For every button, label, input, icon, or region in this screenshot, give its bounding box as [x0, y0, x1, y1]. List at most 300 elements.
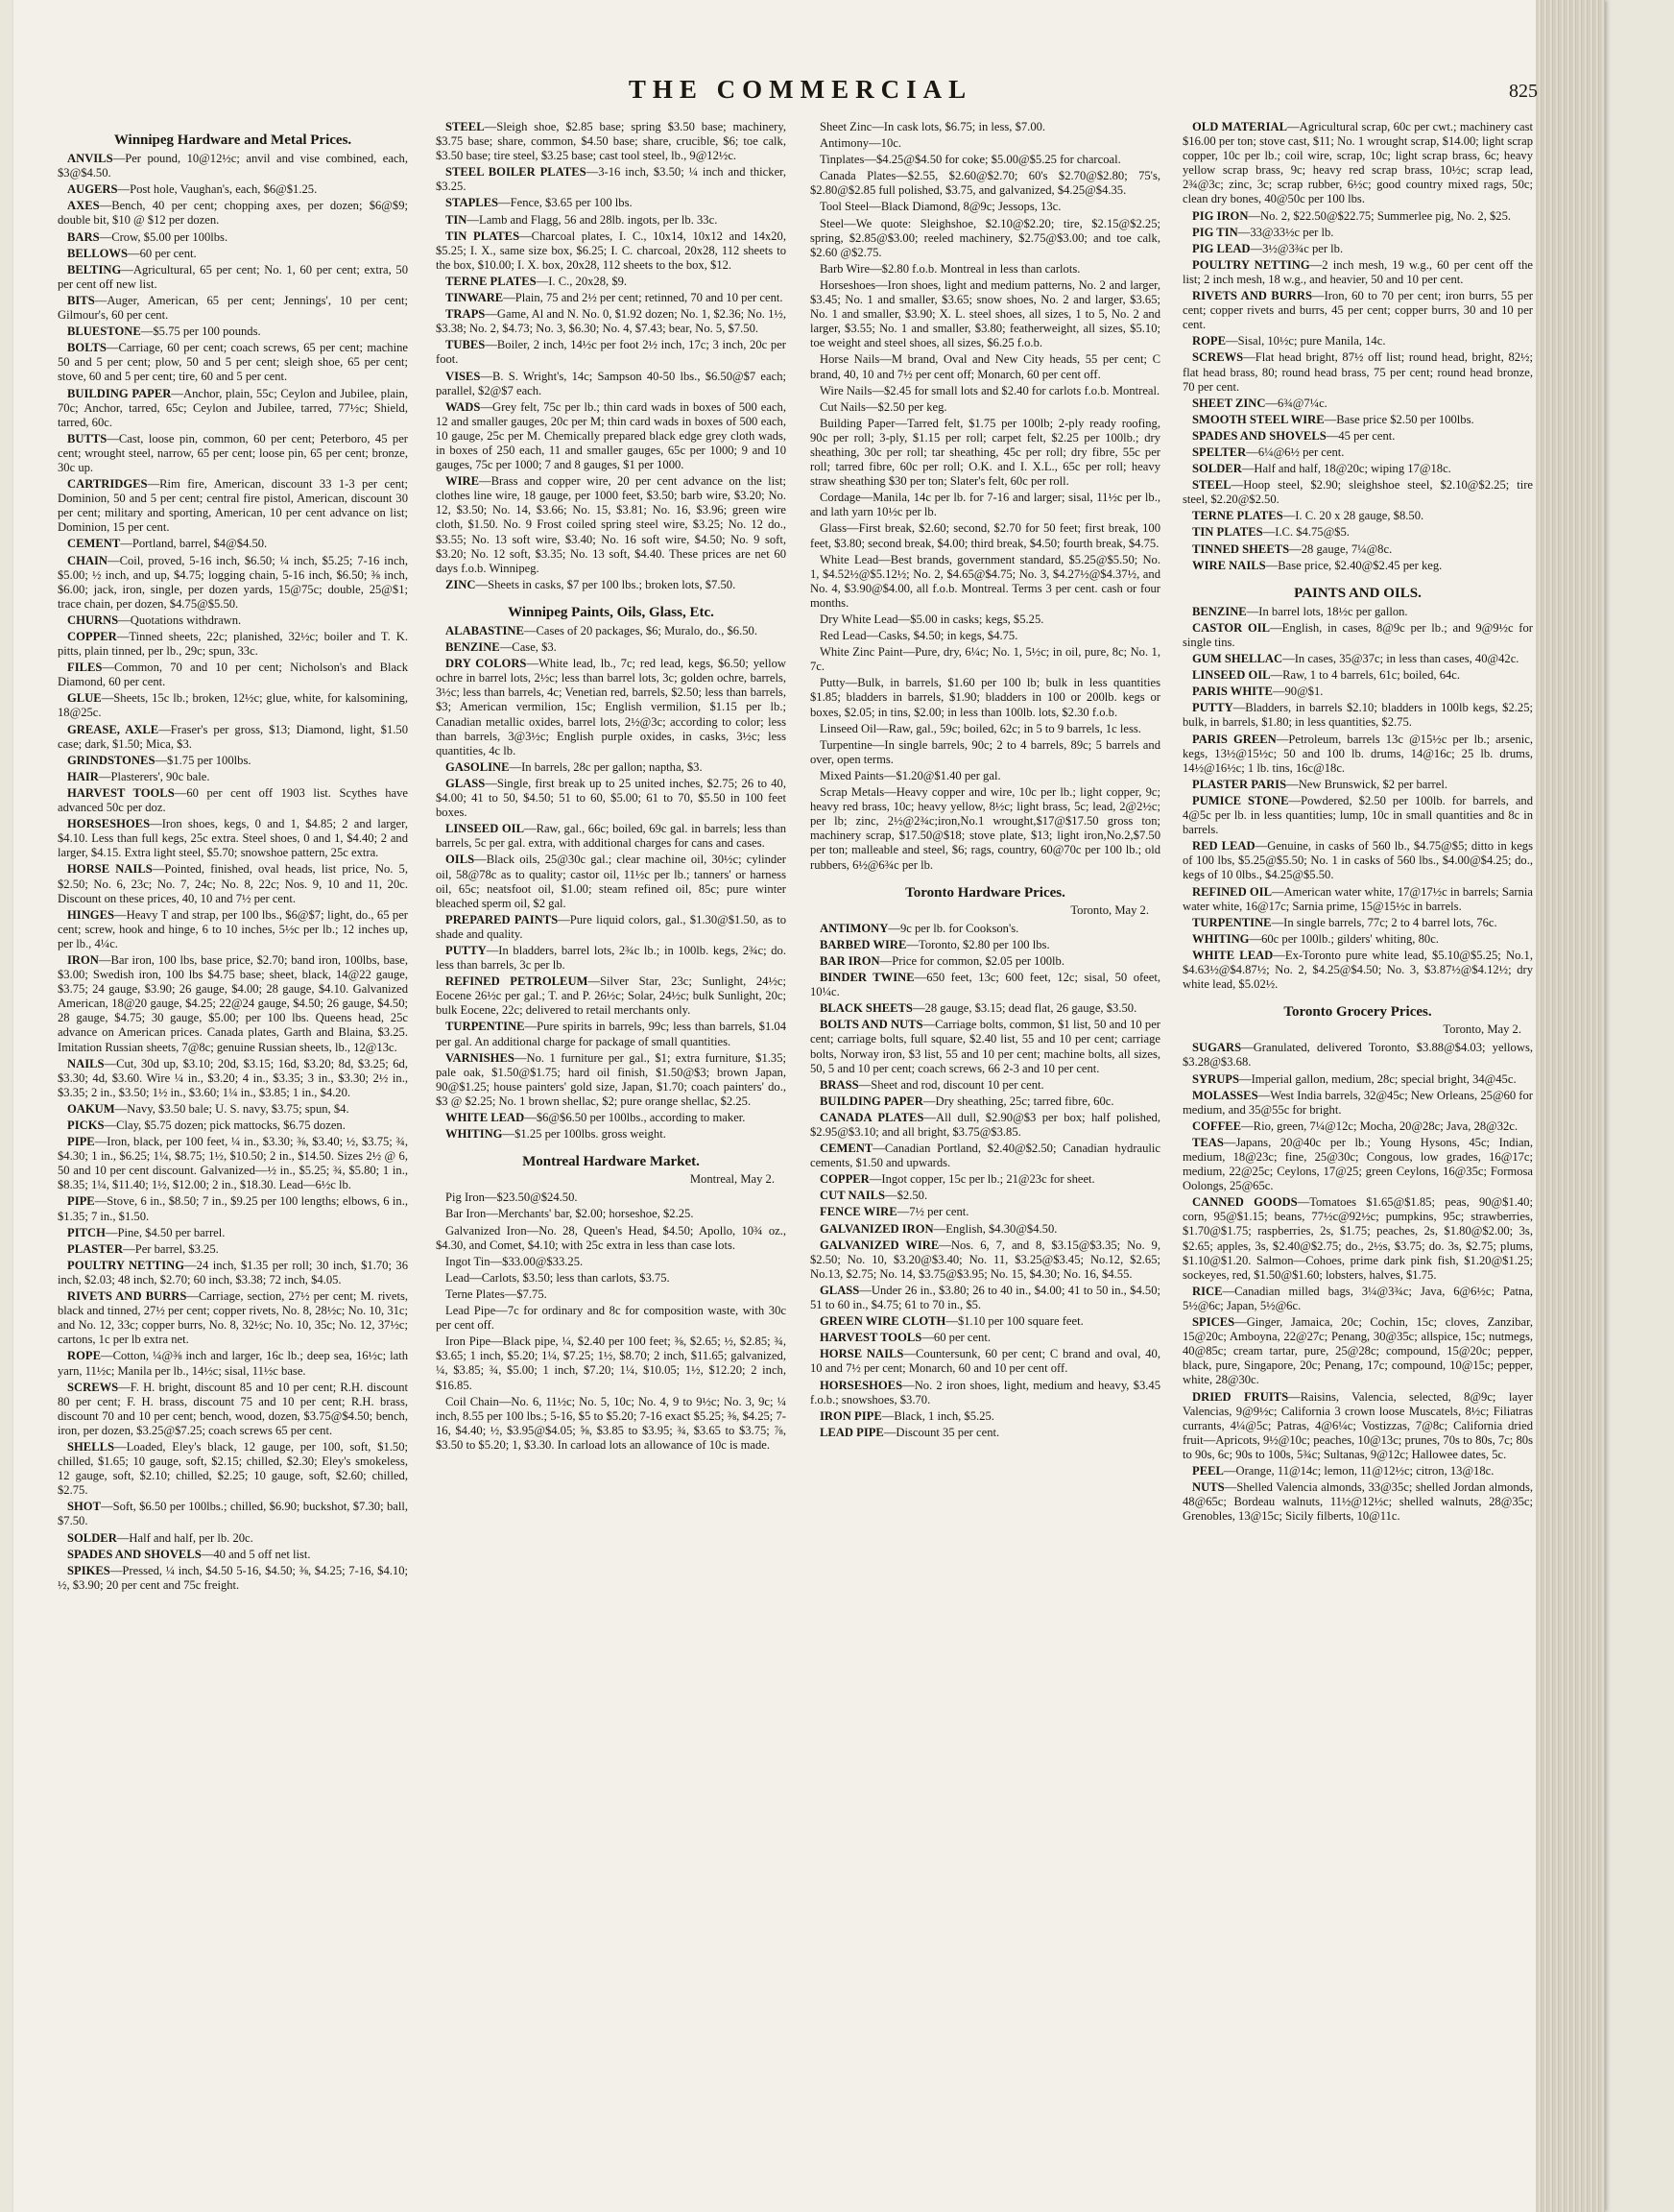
- entry-term: ANVILS: [67, 152, 113, 166]
- section-heading: Winnipeg Paints, Oils, Glass, Etc.: [508, 604, 714, 620]
- entry-description: —Genuine, in casks of 560 lb., $4.75@$5; ditto in kegs of 100 lbs, $5.25@$5.50; No. 1 in casks of 560 lbs., $4.00@$4.25; do., kegs of 10 0lbs., $4.25@$5.50.: [1183, 839, 1533, 882]
- price-entry: [1183, 652, 1533, 666]
- entry-description: —No. 2 iron shoes, light, medium and heavy, $3.45 f.o.b.; snowshoes, $3.70.: [810, 1378, 1160, 1407]
- entry-description: —I. C. 20 x 28 gauge, $8.50.: [1282, 509, 1424, 523]
- entry-term: PIG TIN: [1192, 225, 1238, 239]
- entry-description: —Sisal, 10½c; pure Manila, 14c.: [1225, 334, 1386, 349]
- entry-description: —English, $4.30@$4.50.: [933, 1221, 1058, 1236]
- entry-description: —I.C. $4.75@$5.: [1262, 525, 1350, 540]
- price-entry: Terne Plates—$7.75.: [445, 1286, 547, 1301]
- price-entry: [58, 661, 408, 689]
- entry-term: SOLDER: [67, 1530, 117, 1545]
- entry-term: CANADA PLATES: [820, 1110, 924, 1124]
- entry-description: —Raw, 1 to 4 barrels, 61c; boiled, 64c.: [1270, 668, 1461, 683]
- section-heading-block: [436, 606, 786, 620]
- price-entry: [1183, 794, 1533, 837]
- entry-term: GRINDSTONES: [67, 753, 155, 767]
- price-entry: [436, 275, 786, 289]
- price-entry: [58, 817, 408, 860]
- entry-term: GREASE, AXLE: [67, 722, 159, 736]
- entry-description: —Pressed, ¼ inch, $4.50 5-16, $4.50; ⅜, $4.25; 7-16, $4.10; ½, $3.90; 20 per cent and 75c freight.: [58, 1563, 408, 1592]
- price-entry: [58, 182, 408, 197]
- price-entry: [436, 822, 786, 851]
- entry-description: —Sheets in casks, $7 per 100 lbs.; broken lots, $7.50.: [475, 577, 736, 591]
- price-entry: [58, 786, 408, 815]
- entry-term: AXES: [67, 199, 100, 213]
- price-entry: [1183, 1072, 1533, 1087]
- newspaper-page: [13, 0, 1605, 2212]
- entry-description: —60 per cent.: [921, 1331, 992, 1345]
- entry-description: —Silver Star, 23c; Sunlight, 24½c; Eocene 26½c per gal.; T. and P. 26½c; Solar, 24½c; bulk Sunlight, 20c; bulk Eocene, 22c; delivered to retail merchants only.: [436, 974, 786, 1018]
- price-entry: [810, 1094, 1160, 1109]
- entry-term: SHELLS: [67, 1439, 115, 1454]
- price-entry: [810, 1205, 1160, 1219]
- entry-term: TRAPS: [445, 307, 486, 322]
- entry-term: NUTS: [1192, 1480, 1225, 1495]
- price-entry: [1183, 413, 1533, 427]
- entry-description: —9c per lb. for Cookson's.: [888, 921, 1019, 935]
- entry-term: GLUE: [67, 691, 102, 706]
- price-entry: [1183, 1390, 1533, 1462]
- entry-description: —Stove, 6 in., $8.50; 7 in., $9.25 per 100 lengths; elbows, 6 in., $1.35; 7 in., $1.50.: [58, 1194, 408, 1223]
- price-entry: Turpentine—In single barrels, 90c; 2 to 4 barrels, 89c; 5 barrels and over, open terms.: [810, 737, 1160, 766]
- entry-term: WHITE LEAD: [1192, 948, 1274, 962]
- entry-term: HARVEST TOOLS: [820, 1331, 922, 1345]
- price-entry: [810, 1238, 1160, 1282]
- entry-term: STEEL: [445, 120, 485, 133]
- price-entry: Putty—Bulk, in barrels, $1.60 per 100 lb; bulk in less quantities $1.85; bladders in barrels, $1.90; bladders in 100 or 200lb. kegs or boxes, $2.05; in tins, $2.00; in less than 100lb. lots, $2.30 f.o.b.: [810, 676, 1160, 719]
- price-entry: [58, 770, 408, 784]
- entry-term: GREEN WIRE CLOTH: [820, 1314, 946, 1329]
- entry-term: CASTOR OIL: [1192, 620, 1271, 635]
- entry-term: SOLDER: [1192, 462, 1242, 476]
- price-entry: Red Lead—Casks, $4.50; in kegs, $4.75.: [820, 629, 1018, 643]
- price-entry: [58, 723, 408, 752]
- entry-term: CHAIN: [67, 553, 108, 567]
- entry-term: SUGARS: [1192, 1041, 1242, 1055]
- entry-term: PIPE: [67, 1135, 95, 1149]
- entry-description: —Tinned sheets, 22c; planished, 32½c; boiler and T. K. pitts, plain tinned, per lb., 29c; spun, 33c.: [58, 630, 408, 659]
- price-entry: Building Paper—Tarred felt, $1.75 per 100lb; 2-ply ready roofing, 90c per roll; 3-ply, $1.15 per roll; carpet felt, $2.25 per 100lb.; dry sheathing, 30c per roll; tar sheathing, 45c per roll; dry fibre, 55c per roll; tarred fibre, 60c per roll; O.K. and I. X.L., 65c per roll; heavy straw sheathing $30 per ton; Slater's felt, 60c per roll.: [810, 416, 1160, 489]
- entry-description: —American water white, 17@17½c in barrels; Sarnia water white, 16@17c; Sarnia prime, 15@15½c in barrels.: [1183, 884, 1533, 913]
- entry-term: BAR IRON: [820, 953, 880, 968]
- price-entry: Lead—Carlots, $3.50; less than carlots, $3.75.: [445, 1270, 670, 1285]
- price-entry: Dry White Lead—$5.00 in casks; kegs, $5.25.: [820, 613, 1044, 626]
- entry-term: SPELTER: [1192, 445, 1247, 459]
- price-entry: Pig Iron—$23.50@$24.50.: [445, 1190, 578, 1205]
- price-entry: Ingot Tin—$33.00@$33.25.: [445, 1254, 584, 1268]
- entry-description: —New Brunswick, $2 per barrel.: [1286, 777, 1447, 791]
- entry-description: —West India barrels, 32@45c; New Orleans, 25@60 for medium, and 35@55c for bright.: [1183, 1088, 1533, 1117]
- price-entry: [1183, 733, 1533, 776]
- entry-description: —Grey felt, 75c per lb.; thin card wads in boxes of 500 each, 12 and smaller gauges, 20c per M; thin card wads in boxes of 500 each, 10 gauge, 25c per M. Chemically prepared black edge grey cloth wads, in boxes of 250 each, 11 and smaller gauges, 65c per 1000; 9 and 10 gauges, 75c per 1000; 7 and 8 gauges, $1 per 1000.: [436, 399, 786, 472]
- entry-description: —Black oils, 25@30c gal.; clear machine oil, 30½c; cylinder oil, 58@78c as to quality; castor oil, 11½c per lb.; tanners' or harness oil, 65c; neatsfoot oil, $1.00; steam refined oil, 85c; pure winter bleached sperm oil, $2 gal.: [436, 853, 786, 910]
- entry-term: AUGERS: [67, 182, 118, 197]
- entry-term: LINSEED OIL: [1192, 668, 1271, 683]
- entry-term: PARIS WHITE: [1192, 685, 1273, 699]
- entry-description: —Per barrel, $3.25.: [123, 1241, 219, 1256]
- price-entry: [1183, 621, 1533, 650]
- entry-description: —Common, 70 and 10 per cent; Nicholson's and Black Diamond, 60 per cent.: [58, 661, 408, 689]
- entry-description: —Cut, 30d up, $3.10; 20d, $3.15; 16d, $3.20; 8d, $3.25; 6d, $3.30; 4d, $3.60. Wire ¼ in., $3.20; 4 in., $3.35; 3 in., $3.30; 2½ in., $3.35; 2 in., $3.50; 1½ in., $3.60; 1¼ in., $3.85; 1 in., $4.20.: [58, 1056, 408, 1099]
- price-entry: [436, 291, 786, 305]
- price-entry: [1183, 462, 1533, 476]
- entry-term: BELLOWS: [67, 246, 128, 260]
- price-entry: [1183, 542, 1533, 557]
- entry-term: SHOT: [67, 1500, 101, 1514]
- entry-description: —2 inch mesh, 19 w.g., 60 per cent off the list; 2 inch mesh, 18 w.g., and heavier, 50 and 10 per cent.: [1183, 257, 1533, 286]
- price-entry: [1183, 949, 1533, 992]
- entry-description: —24 inch, $1.35 per roll; 30 inch, $1.70; 36 inch, $2.03; 48 inch, $2.70; 60 inch, $3.38; 72 inch, $4.05.: [58, 1258, 408, 1286]
- price-entry: [1183, 1119, 1533, 1134]
- price-entry: Linseed Oil—Raw, gal., 59c; boiled, 62c; in 5 to 9 barrels, 1c less.: [820, 721, 1141, 735]
- price-entry: Tool Steel—Black Diamond, 8@9c; Jessops, 13c.: [820, 200, 1062, 214]
- entry-term: TIN: [445, 212, 467, 227]
- price-entry: [1183, 885, 1533, 914]
- entry-term: COFFEE: [1192, 1118, 1242, 1133]
- entry-description: —Granulated, delivered Toronto, $3.88@$4.03; yellows, $3.28@$3.68.: [1183, 1041, 1533, 1070]
- price-entry: [810, 1142, 1160, 1170]
- entry-description: —In single barrels, 77c; 2 to 4 barrel lots, 76c.: [1271, 915, 1497, 929]
- price-entry: [1183, 1041, 1533, 1070]
- entry-description: —Ex-Toronto pure white lead, $5.10@$5.25; No.1, $4.63½@$4.87½; No. 2, $4.25@$4.50; No. 3, $3.87½@$4.12½; dry white lead, $5.02½.: [1183, 948, 1533, 992]
- price-entry: [436, 474, 786, 576]
- entry-term: CEMENT: [67, 537, 121, 551]
- entry-description: —60c per 100lb.; gilders' whiting, 80c.: [1249, 931, 1439, 946]
- entry-term: BINDER TWINE: [820, 971, 915, 985]
- price-entry: Cut Nails—$2.50 per keg.: [820, 399, 947, 414]
- price-entry: [1183, 1480, 1533, 1524]
- price-entry: [1183, 1089, 1533, 1118]
- entry-description: —45 per cent.: [1326, 428, 1396, 443]
- entry-term: SCREWS: [67, 1380, 119, 1394]
- entry-description: —Pine, $4.50 per barrel.: [105, 1225, 226, 1239]
- price-entry: [58, 199, 408, 228]
- entry-description: —Raw, gal., 66c; boiled, 69c gal. in barrels; less than barrels, 5c per gal. extra, with additional charges for cans and cases.: [436, 822, 786, 851]
- entry-description: —Coil, proved, 5-16 inch, $6.50; ¼ inch, $5.25; 7-16 inch, $5.00; ½ inch, and up, $4.75; logging chain, 5-16 inch, $6.50; ⅜ inch, $6.00; jack, iron, single, per dozen yards, 15@75c; double, 25@$1; trace chain, per dozen, $4.75@$5.50.: [58, 553, 408, 611]
- section-heading: Montreal Hardware Market.: [522, 1154, 700, 1170]
- price-entry: Galvanized Iron—No. 28, Queen's Head, $4.50; Apollo, 10¾ oz., $4.30, and Comet, $4.10; with 25c extra in less than case lots.: [436, 1223, 786, 1252]
- price-entry: [1183, 120, 1533, 207]
- entry-description: —$1.75 per 100lbs.: [155, 753, 251, 767]
- price-entry: Sheet Zinc—In cask lots, $6.75; in less, $7.00.: [820, 120, 1046, 133]
- entry-term: WHITING: [445, 1127, 503, 1142]
- entry-description: —Quotations withdrawn.: [118, 613, 242, 627]
- entry-term: STEEL BOILER PLATES: [445, 165, 586, 180]
- entry-description: —Boiler, 2 inch, 14½c per foot 2½ inch, 17c; 3 inch, 20c per foot.: [436, 338, 786, 367]
- price-entry: [436, 1127, 786, 1142]
- price-entry: [436, 640, 786, 655]
- entry-term: CANNED GOODS: [1192, 1195, 1298, 1210]
- entry-description: —$2.50.: [885, 1189, 928, 1203]
- entry-description: —Flat head bright, 87½ off list; round head, bright, 82½; flat head brass, 80; round head brass, 75 per cent; round head bronze, 70 per cent.: [1183, 350, 1533, 394]
- price-entry: [1183, 209, 1533, 224]
- price-entry: [58, 1500, 408, 1528]
- price-entry: [436, 338, 786, 367]
- price-entry: Lead Pipe—7c for ordinary and 8c for composition waste, with 30c per cent off.: [436, 1304, 786, 1333]
- entry-description: —28 gauge, $3.15; dead flat, 26 gauge, $3.50.: [912, 1001, 1137, 1016]
- entry-term: SHEET ZINC: [1192, 396, 1266, 410]
- entry-term: OAKUM: [67, 1101, 115, 1116]
- price-entry: [1183, 1315, 1533, 1387]
- entry-term: PEEL: [1192, 1463, 1224, 1478]
- entry-description: —Tomatoes $1.65@$1.85; peas, 90@$1.40; corn, 95@$1.15; beans, 77½c@92½c; pumpkins, 95c; strawberries, $1.70@$1.75; raspberries, 2s, $1.75; peaches, 2s, $1.80@$2.00; 3s, $2.65; apples, 3s, $2.40@$2.75; do., 2½s, $3.75; do. 3s, $2.75; plums, $1.10@$1.20. Salmon—Cohoes, prime dark pink fish, $1.20@$1.25; sockeyes, red, $1.50@$1.60; lobsters, halves, $1.75.: [1183, 1195, 1533, 1282]
- entry-description: —Rim fire, American, discount 33 1-3 per cent; Dominion, 50 and 5 per cent; central fire pistol, American, discount 30 per cent; military and sporting, American, 10 per cent advance on list; Dominion, 15 per cent.: [58, 477, 408, 535]
- entry-description: —In barrel lots, 18½c per gallon.: [1246, 604, 1408, 618]
- dateline: Montreal, May 2.: [689, 1172, 775, 1187]
- price-entry: [58, 387, 408, 430]
- price-entry: [436, 165, 786, 194]
- entry-description: —Under 26 in., $3.80; 26 to 40 in., $4.00; 41 to 50 in., $4.50; 51 to 60 in., $4.75; 61 to 70 in., $5.: [810, 1283, 1160, 1312]
- entry-term: ROPE: [1192, 334, 1226, 349]
- price-entry: [1183, 350, 1533, 394]
- entry-description: —Post hole, Vaughan's, each, $6@$1.25.: [117, 182, 318, 197]
- entry-term: IRON: [67, 952, 99, 967]
- price-entry: [58, 1440, 408, 1498]
- entry-description: —Half and half, 18@20c; wiping 17@18c.: [1241, 462, 1451, 476]
- entry-description: —Nos. 6, 7, and 8, $3.15@$3.35; No. 9, $2.50; No. 10, $3.20@$3.40; No. 11, $3.25@$3.45; No.12, $2.65; No.13, $2.75; No. 14, $3.75@$3.95; No. 15, $4.30; No. 16, $4.55.: [810, 1238, 1160, 1281]
- entry-description: —In barrels, 28c per gallon; naptha, $3.: [509, 759, 703, 774]
- entry-term: RIVETS AND BURRS: [67, 1289, 187, 1304]
- price-entry: White Zinc Paint—Pure, dry, 6¼c; No. 1, 5½c; in oil, pure, 8c; No. 1, 7c.: [810, 645, 1160, 674]
- entry-description: —Toronto, $2.80 per 100 lbs.: [906, 937, 1050, 951]
- entry-description: —In bladders, barrel lots, 2¾c lb.; in 100lb. kegs, 2¾c; do. less than barrels, 3c per lb.: [436, 943, 786, 973]
- entry-term: PICKS: [67, 1118, 105, 1132]
- entry-description: —Iron shoes, kegs, 0 and 1, $4.85; 2 and larger, $4.10. Less than full kegs, 25c extra. Steel shoes, 0 and 1, $4.40; 2 and larger, $4.15. Extra light steel, $5.70; snowshoe pattern, 25c extra.: [58, 817, 408, 860]
- price-entry: [1183, 839, 1533, 882]
- price-entry: [58, 294, 408, 323]
- entry-term: SPADES AND SHOVELS: [1192, 428, 1327, 443]
- entry-term: GALVANIZED IRON: [820, 1221, 934, 1236]
- entry-term: TIN PLATES: [1192, 525, 1263, 540]
- entry-term: GLASS: [445, 776, 486, 790]
- entry-description: —Clay, $5.75 dozen; pick mattocks, $6.75 dozen.: [104, 1118, 346, 1132]
- entry-term: POULTRY NETTING: [1192, 257, 1310, 272]
- price-entry: [1183, 605, 1533, 619]
- price-entry: [1183, 1464, 1533, 1479]
- entry-term: ROPE: [67, 1349, 101, 1363]
- price-entry: [810, 1347, 1160, 1376]
- entry-description: —Base price $2.50 per 100lbs.: [1324, 412, 1474, 426]
- entry-term: ANTIMONY: [820, 921, 889, 935]
- entry-description: —33@33½c per lb.: [1237, 225, 1334, 239]
- entry-description: —$6@$6.50 per 100lbs., according to maker.: [524, 1111, 746, 1124]
- entry-term: DRY COLORS: [445, 657, 527, 671]
- entry-term: FENCE WIRE: [820, 1205, 897, 1219]
- entry-description: —6¾@7¼c.: [1265, 396, 1327, 410]
- price-entry: [1183, 334, 1533, 349]
- entry-term: VARNISHES: [445, 1050, 514, 1065]
- entry-term: DRIED FRUITS: [1192, 1389, 1289, 1404]
- entry-term: GLASS: [820, 1283, 860, 1297]
- entry-description: —Canadian milled bags, 3¼@3¾c; Java, 6@6½c; Patna, 5½@6c; Japan, 5½@6c.: [1183, 1284, 1533, 1312]
- price-entry: [1183, 226, 1533, 240]
- price-entry: [1183, 778, 1533, 792]
- entry-description: —No. 2, $22.50@$22.75; Summerlee pig, No. 2, $25.: [1248, 208, 1512, 223]
- price-entry: [436, 370, 786, 398]
- price-entry: [1183, 445, 1533, 460]
- entry-term: RED LEAD: [1192, 839, 1256, 854]
- entry-description: —Japans, 20@40c per lb.; Young Hysons, 45c; Indian, medium, 18@23c; fine, 25@30c; Congous, low grades, 16@17c; medium, 22@25c; Ceylons, 17@25; green Ceylons, 16@35c; Formosa Oolongs, 25@65c.: [1183, 1135, 1533, 1193]
- entry-description: —Carriage bolts, common, $1 list, 50 and 10 per cent; carriage bolts, full square, $2.40 list, 55 and 10 per cent; carriage bolts, Norway iron, $3 list, 55 and 10 per cent; machine bolts, all sizes, 50, 5 and 10 per cent; coach screws, 66 2-3 and 10 per cent.: [810, 1018, 1160, 1075]
- entry-description: —Fraser's per gross, $13; Diamond, light, $1.50 case; dark, $1.50; Mica, $3.: [58, 722, 408, 751]
- price-entry: Tinplates—$4.25@$4.50 for coke; $5.00@$5.25 for charcoal.: [820, 153, 1121, 167]
- entry-description: —3½@3¾c per lb.: [1250, 241, 1344, 255]
- price-entry: [436, 760, 786, 775]
- entry-description: —Ingot copper, 15c per lb.; 21@23c for sheet.: [869, 1172, 1095, 1187]
- price-entry: [58, 1118, 408, 1133]
- entry-term: BARBED WIRE: [820, 937, 907, 951]
- entry-description: —$1.10 per 100 square feet.: [945, 1314, 1084, 1329]
- price-entry: Canada Plates—$2.55, $2.60@$2.70; 60's $2.70@$2.80; 75's, $2.80@$2.85 full polished, $3.75, and galvanized, $4.25@$4.35.: [810, 169, 1160, 198]
- entry-term: WIRE: [445, 474, 479, 489]
- price-entry: [436, 400, 786, 472]
- entry-description: —Canadian Portland, $2.40@$2.50; Canadian hydraulic cements, $1.50 and upwards.: [810, 1142, 1160, 1170]
- entry-description: —Agricultural scrap, 60c per cwt.; machinery cast $16.00 per ton; stove cast, $11; No. 1 wrought scrap, $14.00; light scrap copper, 10c per lb.; coil wire, scrap, 10c; light scrap brass, 6c; heavy yellow scrap brass, 9c; heavy red scrap brass, 10½c; scrap lead, 2¾@3c; zinc, 3c; scrap rubber, 6½c; good country mixed rags, 50c; clean dry bones, 40@50c per 100 lbs.: [1183, 120, 1533, 206]
- price-entry: Steel—We quote: Sleighshoe, $2.10@$2.20; tire, $2.15@$2.25; spring, $2.85@$3.00; reeled machinery, $2.75@$3.00; and toe calk, $2.60 @$2.75.: [810, 216, 1160, 259]
- price-entry: [1183, 1136, 1533, 1193]
- price-entry: [58, 1057, 408, 1100]
- entry-description: —F. H. bright, discount 85 and 10 per cent; R.H. discount 80 per cent; F. H. brass, discount 75 and 10 per cent; R.H. brass, discount 70 and 10 per cent; bench, wood, dozen, $3.75@$4.50; bench, iron, per dozen, $3.25@$7.25; coach screws 65 per cent.: [58, 1380, 408, 1437]
- entry-description: —Countersunk, 60 per cent; C brand and oval, 40, 10 and 7½ per cent; Monarch, 60 and 10 per cent off.: [810, 1347, 1160, 1376]
- price-entry: [436, 120, 786, 163]
- price-entry: [58, 1102, 408, 1117]
- entry-description: —Ginger, Jamaica, 20c; Cochin, 15c; cloves, Zanzibar, 15@20c; Amboyna, 22@27c; Penang, 30@35c; allspice, 15c; nutmegs, 40@85c; cream tartar, pure, 25@28c; compound, 15@20c; pepper, black, pure, Singapore, 20c; Penang, 17c; compound, 10@15c; pepper, white, 28@30c.: [1183, 1315, 1533, 1387]
- dateline: Toronto, May 2.: [1443, 1022, 1521, 1037]
- price-entry: [810, 1018, 1160, 1075]
- price-entry: [810, 1379, 1160, 1407]
- price-entry: Cordage—Manila, 14c per lb. for 7-16 and larger; sisal, 11½c per lb., and lath yarn 10½c per lb.: [810, 491, 1160, 519]
- price-entry: [58, 325, 408, 339]
- entry-term: STAPLES: [445, 196, 499, 210]
- entry-description: —B. S. Wright's, 14c; Sampson 40-50 lbs., $6.50@$7 each; parallel, $2@$7 each.: [436, 369, 786, 397]
- entry-description: —Carriage, 60 per cent; coach screws, 65 per cent; machine 50 and 5 per cent; plow, 50 and 5 per cent; sleigh shoe, 65 per cent; stove, 60 and 5 per cent; tire, 60 and 5 per cent.: [58, 341, 408, 384]
- entry-term: TURPENTINE: [1192, 915, 1272, 929]
- price-entry: Bar Iron—Merchants' bar, $2.00; horseshoe, $2.25.: [445, 1207, 694, 1221]
- price-entry: [810, 922, 1160, 936]
- entry-description: —Cast, loose pin, common, 60 per cent; Peterboro, 45 per cent; wrought steel, narrow, 65 per cent; loose pin, 65 per cent; bronze, 30c up.: [58, 431, 408, 474]
- entry-description: —Cases of 20 packages, $6; Muralo, do., $6.50.: [523, 624, 757, 637]
- price-entry: Wire Nails—$2.45 for small lots and $2.40 for carlots f.o.b. Montreal.: [820, 383, 1160, 397]
- entry-term: SPADES AND SHOVELS: [67, 1547, 202, 1561]
- entry-description: —Raisins, Valencia, selected, 8@9c; layer Valencias, 9@9½c; California 3 crown loose Muscatels, 8½c; Filiatras currants, 4¼@5c; Patras, 4@6¼c; Vostizzas, 7@8c; California dried fruit—Apricots, 9½@10c; peaches, 10@13c; prunes, 70s to 80s, 7c; 80s to 90s, 6c; 90s to 100s, 5¾c; Sultanas, 9@12c; Hallowee dates, 5c.: [1183, 1389, 1533, 1461]
- entry-term: BLUESTONE: [67, 325, 141, 339]
- price-entry: Scrap Metals—Heavy copper and wire, 10c per lb.; light copper, 9c; heavy red brass, 10c; heavy yellow, 8½c; light brass, 5c; lead, 2@2½c; per lb; zinc, 2½@2¾c;iron,No.1 wrought,$17@$17.50 gross ton; machinery scrap, $17.50@$18; stove plate, $13; light iron,No.2,$7.50 per ton; malleable and steel, $6; rags, country, 60@70c per 100 lb.; old rubbers, 6½@6¾c per lb.: [810, 785, 1160, 872]
- price-entry: [810, 1409, 1160, 1424]
- entry-description: —Cotton, ¼@⅜ inch and larger, 16c lb.; deep sea, 16½c; lath yarn, 11½c; Manila per lb., 14½c; sisal, 11½c base.: [58, 1349, 408, 1378]
- price-entry: [810, 1001, 1160, 1016]
- entry-term: TERNE PLATES: [445, 274, 537, 288]
- page-number: 825: [1509, 81, 1538, 102]
- entry-term: BARS: [67, 229, 100, 244]
- entry-description: —Plain, 75 and 2½ per cent; retinned, 70 and 10 per cent.: [503, 291, 783, 305]
- price-entry: Coil Chain—No. 6, 11½c; No. 5, 10c; No. 4, 9 to 9½c; No. 3, 9c; ¼ inch, 8.55 per 100 lbs.; 5-16, $5 to $5.20; 7-16 exact $5.25; ⅜, $4.25; 7-16, $4.40; ½, $3.95@$4.05; ⅝, $3.85 to $3.95; ¾, $3.65 to $3.75; ⅞, $3.50 to $5.20; 1, $3.30. In carload lots an allowance of 10c is made.: [436, 1394, 786, 1452]
- price-entry: [58, 630, 408, 659]
- entry-description: —28 gauge, 7¼@8c.: [1289, 541, 1393, 556]
- price-entry: [810, 1189, 1160, 1203]
- entry-term: BLACK SHEETS: [820, 1001, 913, 1016]
- entry-description: —60 per cent.: [128, 246, 197, 260]
- entry-description: —Plasterers', 90c bale.: [98, 769, 210, 783]
- entry-description: —Price for common, $2.05 per 100lb.: [879, 953, 1064, 968]
- entry-term: RICE: [1192, 1284, 1223, 1298]
- entry-term: CUT NAILS: [820, 1189, 886, 1203]
- price-entry: [58, 1349, 408, 1378]
- section-heading: Toronto Hardware Prices.: [905, 884, 1065, 901]
- price-entry: [810, 1111, 1160, 1140]
- price-entry: Antimony—10c.: [820, 136, 902, 151]
- entry-description: —Sleigh shoe, $2.85 base; spring $3.50 base; machinery, $3.75 base; share, common, $4.50 base; share, crucible, $6; toe calk, $3.50 base; tire steel, $3.25 base; cast tool steel, lb., 9@12½c.: [436, 120, 786, 163]
- price-entry: [58, 1194, 408, 1223]
- entry-description: —650 feet, 13c; 600 feet, 12c; sisal, 50 ofeet, 10¼c.: [810, 971, 1160, 999]
- entry-description: —Loaded, Eley's black, 12 gauge, per 100, soft, $1.50; chilled, $1.65; 10 gauge, soft, $2.15; chilled, $2.30; Eley's smokeless, 12 gauge, soft, $2.10; chilled, $2.25; 10 gauge, soft, $2.60; chilled, $2.75.: [58, 1439, 408, 1498]
- section-heading-block: [1183, 587, 1533, 601]
- entry-term: RIVETS AND BURRS: [1192, 289, 1313, 303]
- price-entry: [58, 1564, 408, 1593]
- entry-description: —Pure liquid colors, gal., $1.30@$1.50, as to shade and quality.: [436, 912, 786, 941]
- entry-term: LINSEED OIL: [445, 822, 524, 836]
- price-entry: [436, 853, 786, 910]
- entry-description: —Per pound, 10@12½c; anvil and vise combined, each, $3@$4.50.: [58, 152, 408, 180]
- column-4: [1183, 120, 1533, 2184]
- entry-description: —Discount 35 per cent.: [883, 1425, 1000, 1439]
- entry-term: PUMICE STONE: [1192, 793, 1289, 807]
- price-entry: [1183, 397, 1533, 411]
- price-entry: [1183, 525, 1533, 540]
- price-entry: [58, 1531, 408, 1546]
- price-entry: [810, 954, 1160, 969]
- price-entry: [58, 477, 408, 535]
- entry-term: REFINED OIL: [1192, 884, 1272, 899]
- section-heading: Winnipeg Hardware and Metal Prices.: [113, 132, 352, 148]
- price-entry: [436, 624, 786, 638]
- page-header: [13, 75, 1605, 113]
- section-heading: PAINTS AND OILS.: [1294, 585, 1422, 601]
- price-entry: [1183, 509, 1533, 523]
- entry-term: BUILDING PAPER: [820, 1094, 923, 1108]
- entry-description: —40 and 5 off net list.: [201, 1547, 311, 1561]
- entry-term: TERNE PLATES: [1192, 509, 1283, 523]
- entry-description: —Charcoal plates, I. C., 10x14, 10x12 and 14x20, $5.25; I. X., same size box, $6.25; I. C. charcoal, 20x28, 112 sheets to the box, $10.00; I. X. box, 20x28, 112 sheets to the box, $12.: [436, 228, 786, 272]
- price-entry: [1183, 701, 1533, 730]
- entry-term: COPPER: [820, 1172, 870, 1187]
- entry-term: TINNED SHEETS: [1192, 541, 1290, 556]
- entry-term: HORSE NAILS: [820, 1347, 904, 1361]
- entry-description: —Sheets, 15c lb.; broken, 12½c; glue, white, for kalsomining, 18@25c.: [58, 691, 408, 720]
- entry-description: —Imperial gallon, medium, 28c; special bright, 34@45c.: [1239, 1071, 1517, 1086]
- price-entry: [1183, 478, 1533, 507]
- price-entry: [58, 613, 408, 628]
- price-entry: [810, 1172, 1160, 1187]
- price-entry: [58, 953, 408, 1055]
- entry-description: —Crow, $5.00 per 100lbs.: [99, 229, 228, 244]
- entry-term: FILES: [67, 661, 103, 675]
- entry-term: NAILS: [67, 1056, 105, 1070]
- entry-term: TEAS: [1192, 1135, 1224, 1149]
- entry-term: ZINC: [445, 577, 476, 591]
- price-entry: [1183, 1195, 1533, 1283]
- section-heading-block: [1183, 1005, 1533, 1037]
- entry-term: HAIR: [67, 769, 99, 783]
- entry-description: —6¼@6½ per cent.: [1246, 445, 1345, 459]
- price-entry: [1183, 258, 1533, 287]
- entry-term: PUTTY: [1192, 701, 1233, 715]
- entry-description: —Half and half, per lb. 20c.: [116, 1530, 253, 1545]
- price-entry: [58, 432, 408, 475]
- entry-description: —White lead, lb., 7c; red lead, kegs, $6.50; yellow ochre in barrel lots, 2½c; less than barrel lots, 3c; golden ochre, barrels, 3½c; less than barrels, 4c; Venetian red, barrels, $2.50; less than barrels, $3; American vermilion, 15c; English vermilion, $1.15 per lb.; Canadian metallic oxides, barrel lots, 2½@3c; according to color; less than barrels, 3@3½c; English purple oxides, in casks, 3½c; less quantities, 4c lb.: [436, 657, 786, 757]
- entry-term: PUTTY: [445, 943, 487, 957]
- entry-description: —Lamb and Flagg, 56 and 28lb. ingots, per lb. 33c.: [466, 212, 718, 227]
